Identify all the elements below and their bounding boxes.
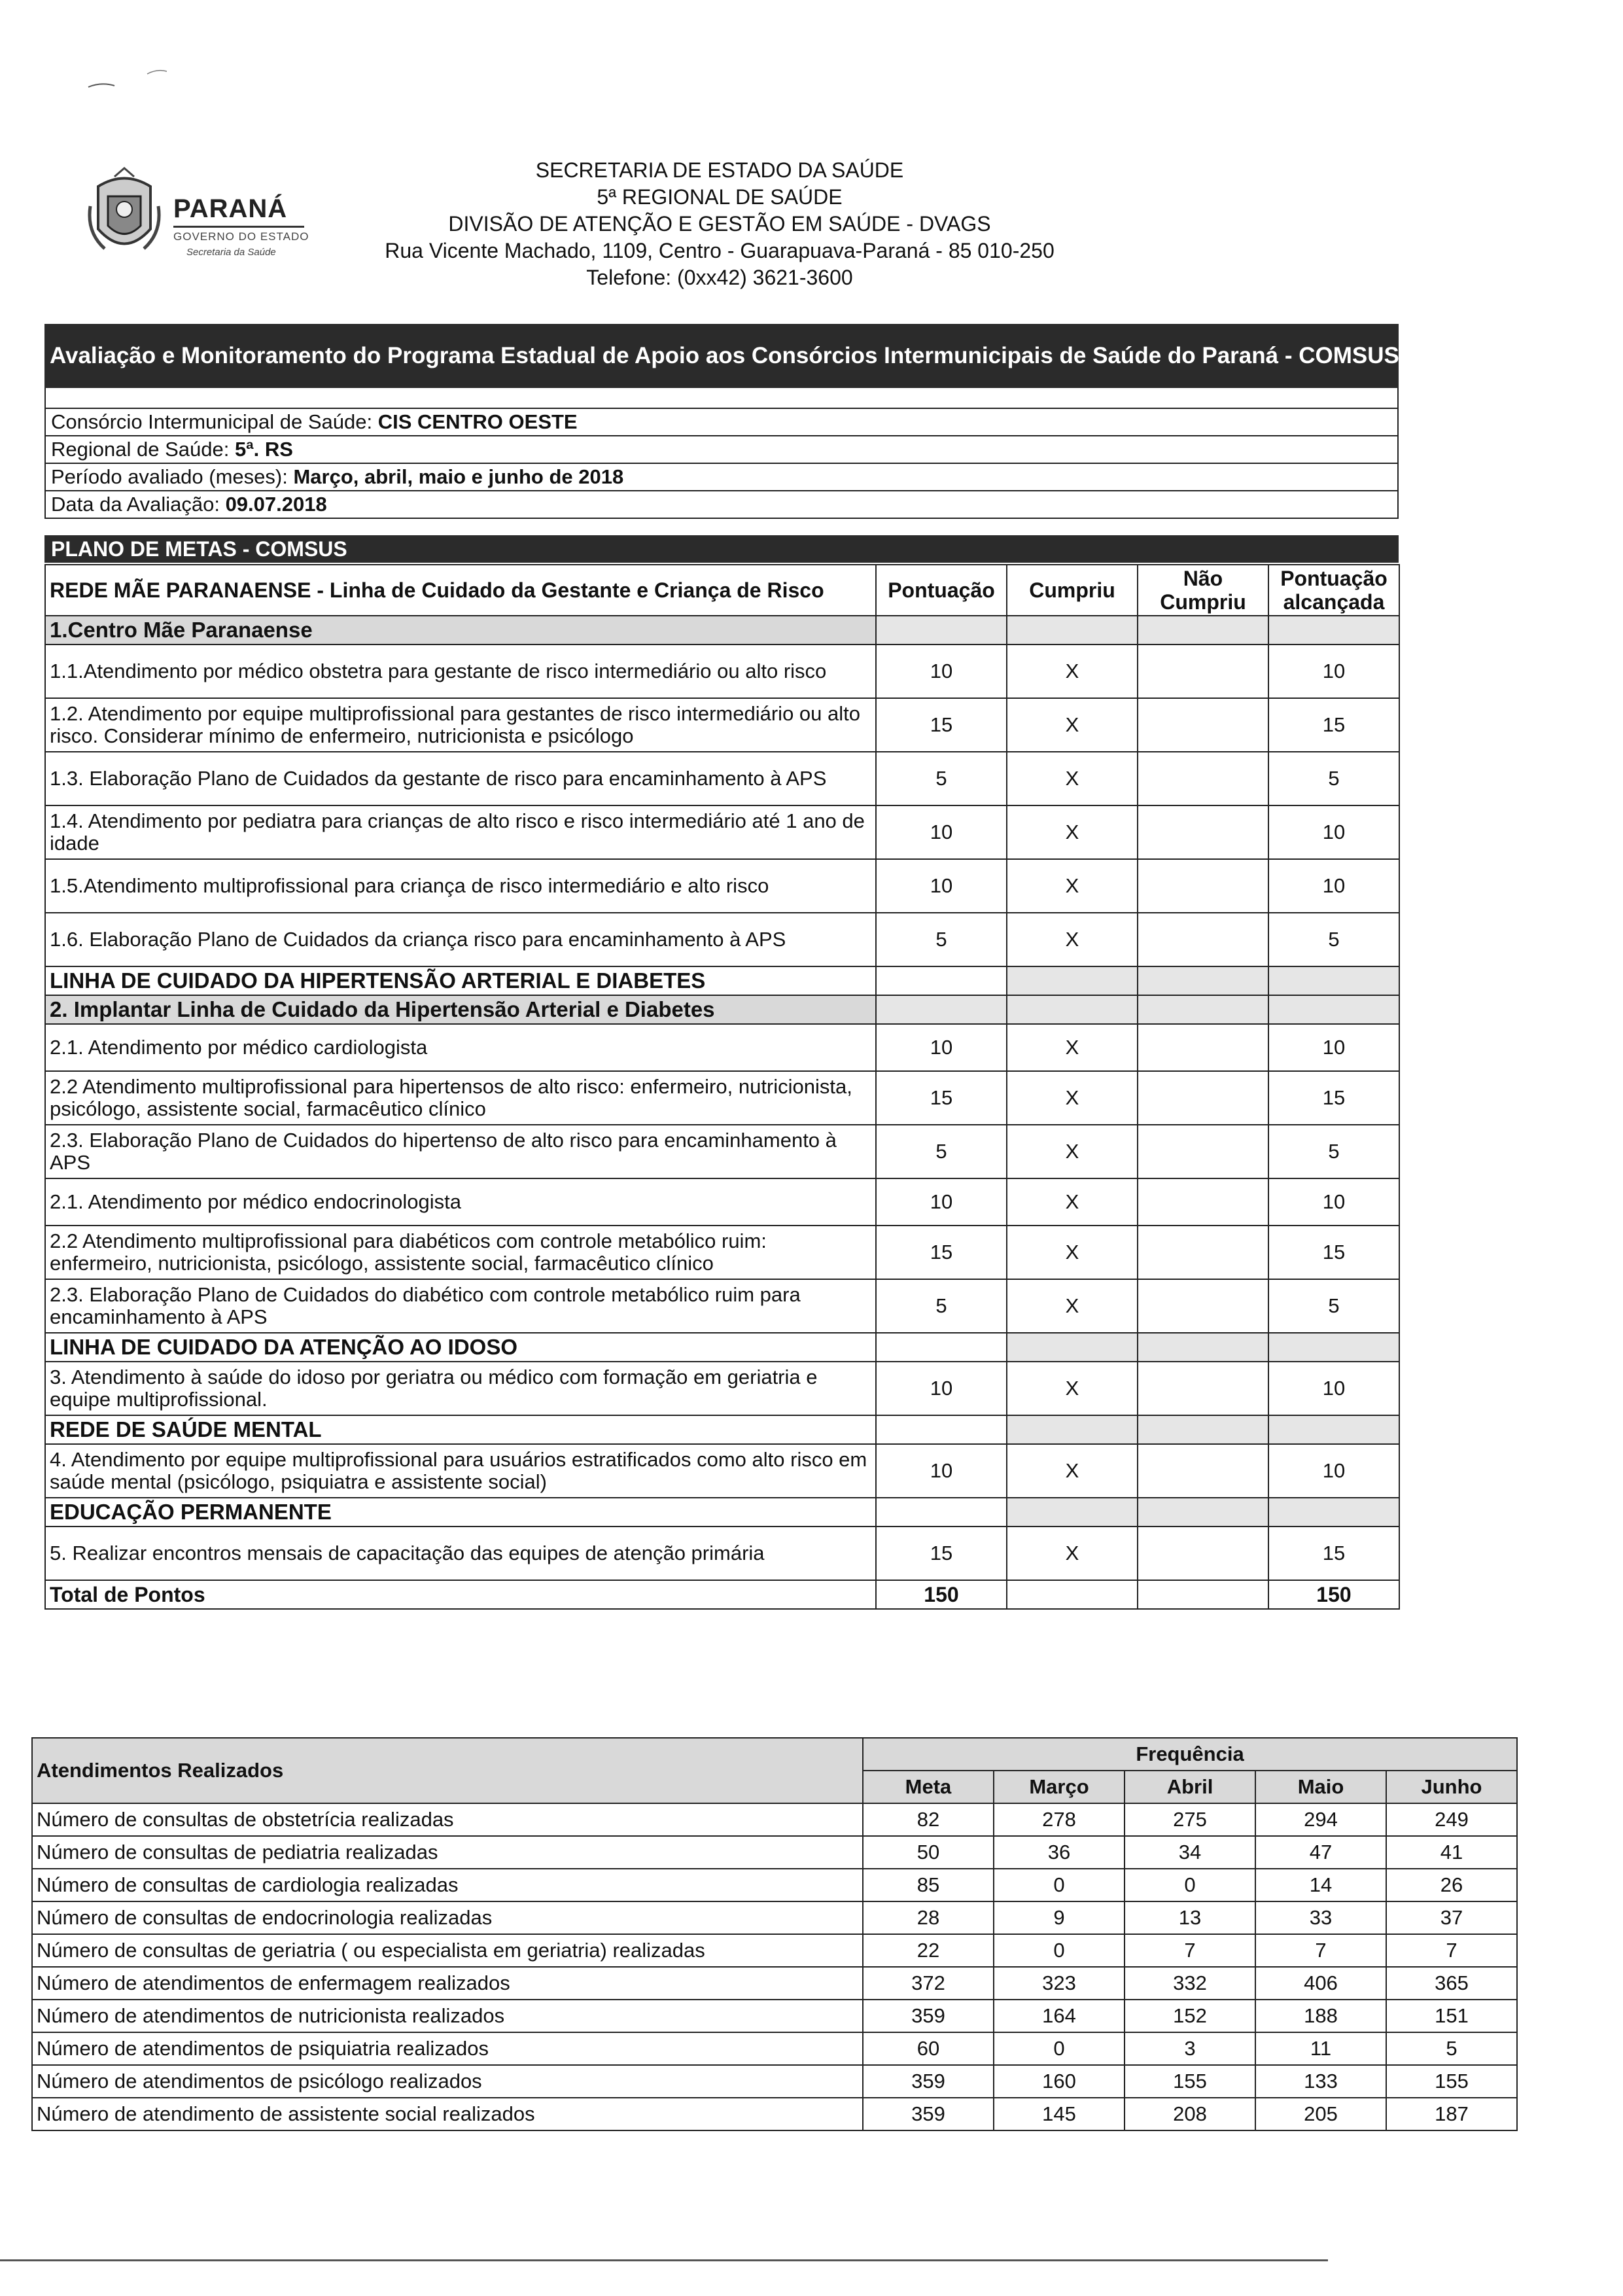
goals-empty-cell <box>1007 995 1138 1024</box>
goals-cumpriu <box>1007 1580 1138 1609</box>
evaluation-meta <box>44 388 1399 519</box>
goals-cumpriu: X <box>1007 1362 1138 1415</box>
attendance-row <box>32 1901 1517 1934</box>
goals-section-title: LINHA DE CUIDADO DA ATENÇÃO AO IDOSO <box>45 1333 876 1362</box>
goals-section-title: 1.Centro Mãe Paranaense <box>45 616 876 645</box>
goals-nao-cumpriu <box>1138 1226 1268 1279</box>
goals-item-text: 3. Atendimento à saúde do idoso por geriatra ou médico com formação em geriatria e equipe multiprofissional. <box>45 1362 876 1415</box>
goals-empty-cell <box>1007 1415 1138 1444</box>
goals-alcancada: 10 <box>1268 805 1399 859</box>
goals-nao-cumpriu <box>1138 913 1268 966</box>
goals-alcancada: 10 <box>1268 1024 1399 1071</box>
evaluation-banner: Avaliação e Monitoramento do Programa Estadual de Apoio aos Consórcios Intermunicipais de Saúde do Paraná - COMSUS <box>44 324 1399 388</box>
goals-empty-cell <box>1138 995 1268 1024</box>
goals-nao-cumpriu <box>1138 1178 1268 1226</box>
goals-empty-cell <box>1268 1333 1399 1362</box>
goals-pontuacao: 150 <box>876 1580 1007 1609</box>
goals-empty-cell <box>876 616 1007 645</box>
goals-alcancada: 150 <box>1268 1580 1399 1609</box>
goals-nao-cumpriu <box>1138 645 1268 698</box>
goals-alcancada: 10 <box>1268 1362 1399 1415</box>
goals-empty-cell <box>1007 1498 1138 1527</box>
goals-pontuacao: 5 <box>876 1279 1007 1333</box>
goals-heading-row <box>45 1498 1399 1527</box>
goals-cumpriu: X <box>1007 859 1138 913</box>
goals-section-row <box>45 995 1399 1024</box>
attendance-label: Número de consultas de obstetrícia realizadas <box>32 1803 863 1836</box>
goals-empty-cell <box>1138 1333 1268 1362</box>
attendance-row <box>32 1803 1517 1836</box>
goals-item-text: 2.2 Atendimento multiprofissional para hipertensos de alto risco: enfermeiro, nutricionista, psicólogo, assistente social, farmacêutico clínico <box>45 1071 876 1125</box>
goals-item-text: 2.3. Elaboração Plano de Cuidados do diabético com controle metabólico ruim para encaminhamento à APS <box>45 1279 876 1333</box>
goals-header-nao-cumpriu: Não Cumpriu <box>1138 565 1268 616</box>
goals-empty-cell <box>1138 1415 1268 1444</box>
goals-item-row <box>45 1362 1399 1415</box>
goals-item-row <box>45 1125 1399 1178</box>
plano-metas-title: PLANO DE METAS - COMSUS <box>44 535 1399 563</box>
attendance-label: Número de consultas de cardiologia realizadas <box>32 1869 863 1901</box>
attendance-row <box>32 2000 1517 2032</box>
letterhead <box>327 157 1112 291</box>
attendance-row <box>32 1869 1517 1901</box>
goals-cumpriu: X <box>1007 1226 1138 1279</box>
goals-header-pontuacao: Pontuação <box>876 565 1007 616</box>
meta-periodo-label: Período avaliado (meses): <box>51 465 294 488</box>
pen-scribble <box>85 62 196 95</box>
goals-empty-cell <box>1007 966 1138 995</box>
goals-alcancada: 5 <box>1268 1279 1399 1333</box>
goals-section-title: EDUCAÇÃO PERMANENTE <box>45 1498 876 1527</box>
goals-item-row <box>45 752 1399 805</box>
goals-empty-cell <box>876 995 1007 1024</box>
meta-regional-label: Regional de Saúde: <box>51 438 235 461</box>
attendance-value: 34 <box>1125 1836 1255 1869</box>
footer-rule <box>0 2259 1328 2261</box>
goals-nao-cumpriu <box>1138 1279 1268 1333</box>
letterhead-line: SECRETARIA DE ESTADO DA SAÚDE <box>535 158 904 182</box>
attendance-value: 151 <box>1386 2000 1517 2032</box>
letterhead-line: Telefone: (0xx42) 3621-3600 <box>586 266 853 289</box>
attendance-col-maio: Maio <box>1255 1771 1386 1803</box>
letterhead-line: Rua Vicente Machado, 1109, Centro - Guarapuava-Paraná - 85 010-250 <box>385 239 1055 262</box>
goals-nao-cumpriu <box>1138 805 1268 859</box>
attendance-value: 359 <box>863 2065 994 2098</box>
goals-heading-row <box>45 966 1399 995</box>
goals-item-row <box>45 1071 1399 1125</box>
goals-nao-cumpriu <box>1138 1527 1268 1580</box>
goals-cumpriu: X <box>1007 698 1138 752</box>
goals-item-row <box>45 1444 1399 1498</box>
goals-item-text: 1.1.Atendimento por médico obstetra para gestante de risco intermediário ou alto risco <box>45 645 876 698</box>
goals-cumpriu: X <box>1007 1444 1138 1498</box>
goals-pontuacao: 10 <box>876 1362 1007 1415</box>
attendance-value: 359 <box>863 2000 994 2032</box>
attendance-value: 41 <box>1386 1836 1517 1869</box>
goals-pontuacao: 5 <box>876 1125 1007 1178</box>
attendance-row <box>32 2098 1517 2130</box>
goals-pontuacao: 10 <box>876 1444 1007 1498</box>
goals-nao-cumpriu <box>1138 1444 1268 1498</box>
logo-brand: PARANÁ <box>173 194 288 223</box>
goals-item-row <box>45 645 1399 698</box>
goals-alcancada: 5 <box>1268 913 1399 966</box>
goals-empty-cell <box>1268 966 1399 995</box>
attendance-value: 205 <box>1255 2098 1386 2130</box>
goals-empty-cell <box>876 966 1007 995</box>
goals-item-text: 2.1. Atendimento por médico cardiologista <box>45 1024 876 1071</box>
attendance-value: 359 <box>863 2098 994 2130</box>
goals-section-title: LINHA DE CUIDADO DA HIPERTENSÃO ARTERIAL E DIABETES <box>45 966 876 995</box>
goals-item-row <box>45 859 1399 913</box>
goals-empty-cell <box>1268 616 1399 645</box>
goals-empty-cell <box>1138 1498 1268 1527</box>
goals-alcancada: 5 <box>1268 1125 1399 1178</box>
attendance-value: 5 <box>1386 2032 1517 2065</box>
meta-consorcio-label: Consórcio Intermunicipal de Saúde: <box>51 410 378 433</box>
attendance-value: 60 <box>863 2032 994 2065</box>
goals-alcancada: 15 <box>1268 1071 1399 1125</box>
goals-cumpriu: X <box>1007 1024 1138 1071</box>
goals-item-text: 1.3. Elaboração Plano de Cuidados da gestante de risco para encaminhamento à APS <box>45 752 876 805</box>
attendance-value: 0 <box>994 1934 1125 1967</box>
goals-empty-cell <box>1268 1498 1399 1527</box>
goals-cumpriu: X <box>1007 805 1138 859</box>
attendance-value: 50 <box>863 1836 994 1869</box>
attendance-value: 278 <box>994 1803 1125 1836</box>
goals-pontuacao: 15 <box>876 1071 1007 1125</box>
goals-section-title: REDE DE SAÚDE MENTAL <box>45 1415 876 1444</box>
goals-total-row <box>45 1580 1399 1609</box>
goals-alcancada: 15 <box>1268 1527 1399 1580</box>
goals-pontuacao: 15 <box>876 1527 1007 1580</box>
goals-alcancada: 5 <box>1268 752 1399 805</box>
goals-empty-cell <box>1007 616 1138 645</box>
meta-data <box>46 490 1397 518</box>
goals-item-text: 1.5.Atendimento multiprofissional para criança de risco intermediário e alto risco <box>45 859 876 913</box>
attendance-value: 22 <box>863 1934 994 1967</box>
attendance-value: 7 <box>1125 1934 1255 1967</box>
goals-header-cumpriu: Cumpriu <box>1007 565 1138 616</box>
attendance-value: 9 <box>994 1901 1125 1934</box>
goals-heading-row <box>45 1333 1399 1362</box>
attendance-value: 275 <box>1125 1803 1255 1836</box>
attendance-value: 152 <box>1125 2000 1255 2032</box>
attendance-value: 249 <box>1386 1803 1517 1836</box>
goals-cumpriu: X <box>1007 1527 1138 1580</box>
meta-consorcio-value: CIS CENTRO OESTE <box>377 410 578 433</box>
attendance-value: 7 <box>1386 1934 1517 1967</box>
goals-empty-cell <box>1268 995 1399 1024</box>
goals-pontuacao: 15 <box>876 1226 1007 1279</box>
goals-empty-cell <box>876 1415 1007 1444</box>
attendance-value: 85 <box>863 1869 994 1901</box>
goals-heading-row <box>45 1415 1399 1444</box>
attendance-col-abril: Abril <box>1125 1771 1255 1803</box>
attendance-value: 82 <box>863 1803 994 1836</box>
goals-item-text: 2.3. Elaboração Plano de Cuidados do hipertenso de alto risco para encaminhamento à APS <box>45 1125 876 1178</box>
goals-pontuacao: 10 <box>876 805 1007 859</box>
attendance-label: Número de atendimentos de psiquiatria realizados <box>32 2032 863 2065</box>
goals-item-text: 2.2 Atendimento multiprofissional para diabéticos com controle metabólico ruim: enfermeiro, nutricionista, psicólogo, assistente social, farmacêutico clínico <box>45 1226 876 1279</box>
attendance-col-meta: Meta <box>863 1771 994 1803</box>
goals-table <box>44 564 1400 1610</box>
goals-nao-cumpriu <box>1138 1024 1268 1071</box>
meta-data-label: Data da Avaliação: <box>51 493 226 516</box>
goals-item-row <box>45 1024 1399 1071</box>
goals-nao-cumpriu <box>1138 1125 1268 1178</box>
goals-pontuacao: 10 <box>876 859 1007 913</box>
attendance-value: 36 <box>994 1836 1125 1869</box>
attendance-value: 133 <box>1255 2065 1386 2098</box>
attendance-value: 160 <box>994 2065 1125 2098</box>
goals-item-text: 1.4. Atendimento por pediatra para crianças de alto risco e risco intermediário até 1 ano de idade <box>45 805 876 859</box>
attendance-value: 208 <box>1125 2098 1255 2130</box>
attendance-label: Número de consultas de endocrinologia realizadas <box>32 1901 863 1934</box>
letterhead-line: 5ª REGIONAL DE SAÚDE <box>597 185 843 209</box>
attendance-label: Número de consultas de pediatria realizadas <box>32 1836 863 1869</box>
goals-item-text: 1.6. Elaboração Plano de Cuidados da criança risco para encaminhamento à APS <box>45 913 876 966</box>
logo-government: GOVERNO DO ESTADO <box>173 230 309 243</box>
attendance-frequencia: Frequência <box>863 1738 1517 1771</box>
attendance-col-junho: Junho <box>1386 1771 1517 1803</box>
attendance-label: Número de atendimentos de psicólogo realizados <box>32 2065 863 2098</box>
goals-empty-cell <box>1138 616 1268 645</box>
attendance-row <box>32 1836 1517 1869</box>
attendance-value: 0 <box>994 1869 1125 1901</box>
goals-pontuacao: 10 <box>876 645 1007 698</box>
attendance-row <box>32 2032 1517 2065</box>
attendance-table <box>31 1737 1518 2131</box>
goals-nao-cumpriu <box>1138 752 1268 805</box>
attendance-value: 294 <box>1255 1803 1386 1836</box>
attendance-value: 37 <box>1386 1901 1517 1934</box>
goals-cumpriu: X <box>1007 645 1138 698</box>
goals-pontuacao: 15 <box>876 698 1007 752</box>
attendance-value: 3 <box>1125 2032 1255 2065</box>
goals-item-row <box>45 805 1399 859</box>
goals-header-row <box>45 565 1399 616</box>
goals-alcancada: 10 <box>1268 1444 1399 1498</box>
attendance-value: 406 <box>1255 1967 1386 2000</box>
goals-cumpriu: X <box>1007 1279 1138 1333</box>
goals-nao-cumpriu <box>1138 698 1268 752</box>
goals-cumpriu: X <box>1007 1071 1138 1125</box>
attendance-value: 7 <box>1255 1934 1386 1967</box>
goals-total-label: Total de Pontos <box>45 1580 876 1609</box>
goals-pontuacao: 10 <box>876 1178 1007 1226</box>
attendance-value: 26 <box>1386 1869 1517 1901</box>
attendance-value: 365 <box>1386 1967 1517 2000</box>
goals-item-row <box>45 1226 1399 1279</box>
state-crest-icon <box>85 167 164 265</box>
goals-cumpriu: X <box>1007 1178 1138 1226</box>
goals-empty-cell <box>1007 1333 1138 1362</box>
attendance-value: 47 <box>1255 1836 1386 1869</box>
attendance-value: 372 <box>863 1967 994 2000</box>
attendance-row <box>32 1967 1517 2000</box>
goals-empty-cell <box>1138 966 1268 995</box>
goals-pontuacao: 10 <box>876 1024 1007 1071</box>
attendance-value: 11 <box>1255 2032 1386 2065</box>
attendance-row <box>32 1934 1517 1967</box>
attendance-value: 145 <box>994 2098 1125 2130</box>
meta-regional <box>46 435 1397 463</box>
goals-body <box>45 616 1399 1609</box>
goals-item-row <box>45 698 1399 752</box>
goals-item-row <box>45 913 1399 966</box>
logo-secretaria: Secretaria da Saúde <box>186 247 276 258</box>
goals-item-text: 4. Atendimento por equipe multiprofissional para usuários estratificados como alto risco em saúde mental (psicólogo, psiquiatra e assistente social) <box>45 1444 876 1498</box>
goals-cumpriu: X <box>1007 1125 1138 1178</box>
goals-nao-cumpriu <box>1138 1580 1268 1609</box>
goals-section-row <box>45 616 1399 645</box>
goals-cumpriu: X <box>1007 913 1138 966</box>
attendance-value: 164 <box>994 2000 1125 2032</box>
attendance-value: 33 <box>1255 1901 1386 1934</box>
attendance-value: 188 <box>1255 2000 1386 2032</box>
attendance-value: 187 <box>1386 2098 1517 2130</box>
attendance-label: Número de atendimentos de enfermagem realizados <box>32 1967 863 2000</box>
attendance-col-marco: Março <box>994 1771 1125 1803</box>
parana-logo <box>85 167 334 265</box>
goals-item-text: 1.2. Atendimento por equipe multiprofissional para gestantes de risco intermediário ou alto risco. Considerar mínimo de enfermeiro, nutricionista e psicólogo <box>45 698 876 752</box>
logo-underline <box>173 226 304 228</box>
goals-nao-cumpriu <box>1138 1071 1268 1125</box>
goals-pontuacao: 5 <box>876 752 1007 805</box>
goals-empty-cell <box>876 1333 1007 1362</box>
goals-alcancada: 10 <box>1268 859 1399 913</box>
goals-item-text: 2.1. Atendimento por médico endocrinologista <box>45 1178 876 1226</box>
meta-consorcio <box>46 408 1397 435</box>
goals-nao-cumpriu <box>1138 859 1268 913</box>
attendance-value: 0 <box>994 2032 1125 2065</box>
attendance-value: 28 <box>863 1901 994 1934</box>
goals-header-rede: REDE MÃE PARANAENSE - Linha de Cuidado da Gestante e Criança de Risco <box>45 565 876 616</box>
meta-data-value: 09.07.2018 <box>225 493 327 516</box>
meta-periodo <box>46 463 1397 490</box>
goals-alcancada: 10 <box>1268 1178 1399 1226</box>
attendance-value: 13 <box>1125 1901 1255 1934</box>
attendance-value: 14 <box>1255 1869 1386 1901</box>
meta-regional-value: 5ª. RS <box>234 438 293 461</box>
goals-nao-cumpriu <box>1138 1362 1268 1415</box>
attendance-value: 155 <box>1125 2065 1255 2098</box>
goals-section-title: 2. Implantar Linha de Cuidado da Hipertensão Arterial e Diabetes <box>45 995 876 1024</box>
goals-alcancada: 15 <box>1268 698 1399 752</box>
attendance-value: 155 <box>1386 2065 1517 2098</box>
attendance-label: Número de atendimento de assistente social realizados <box>32 2098 863 2130</box>
attendance-label: Número de atendimentos de nutricionista realizados <box>32 2000 863 2032</box>
letterhead-line: DIVISÃO DE ATENÇÃO E GESTÃO EM SAÚDE - DVAGS <box>448 212 991 236</box>
attendance-title: Atendimentos Realizados <box>32 1738 863 1803</box>
goals-item-row <box>45 1178 1399 1226</box>
goals-item-row <box>45 1279 1399 1333</box>
goals-item-text: 5. Realizar encontros mensais de capacitação das equipes de atenção primária <box>45 1527 876 1580</box>
attendance-body <box>32 1803 1517 2130</box>
goals-alcancada: 15 <box>1268 1226 1399 1279</box>
goals-cumpriu: X <box>1007 752 1138 805</box>
goals-alcancada: 10 <box>1268 645 1399 698</box>
goals-header-alcancada: Pontuação alcançada <box>1268 565 1399 616</box>
attendance-value: 0 <box>1125 1869 1255 1901</box>
goals-item-row <box>45 1527 1399 1580</box>
attendance-row <box>32 2065 1517 2098</box>
meta-periodo-value: Março, abril, maio e junho de 2018 <box>293 465 624 488</box>
goals-pontuacao: 5 <box>876 913 1007 966</box>
goals-empty-cell <box>876 1498 1007 1527</box>
attendance-value: 332 <box>1125 1967 1255 2000</box>
meta-blank-row <box>46 388 1397 408</box>
attendance-label: Número de consultas de geriatria ( ou especialista em geriatria) realizadas <box>32 1934 863 1967</box>
goals-empty-cell <box>1268 1415 1399 1444</box>
attendance-header-row <box>32 1738 1517 1771</box>
attendance-value: 323 <box>994 1967 1125 2000</box>
